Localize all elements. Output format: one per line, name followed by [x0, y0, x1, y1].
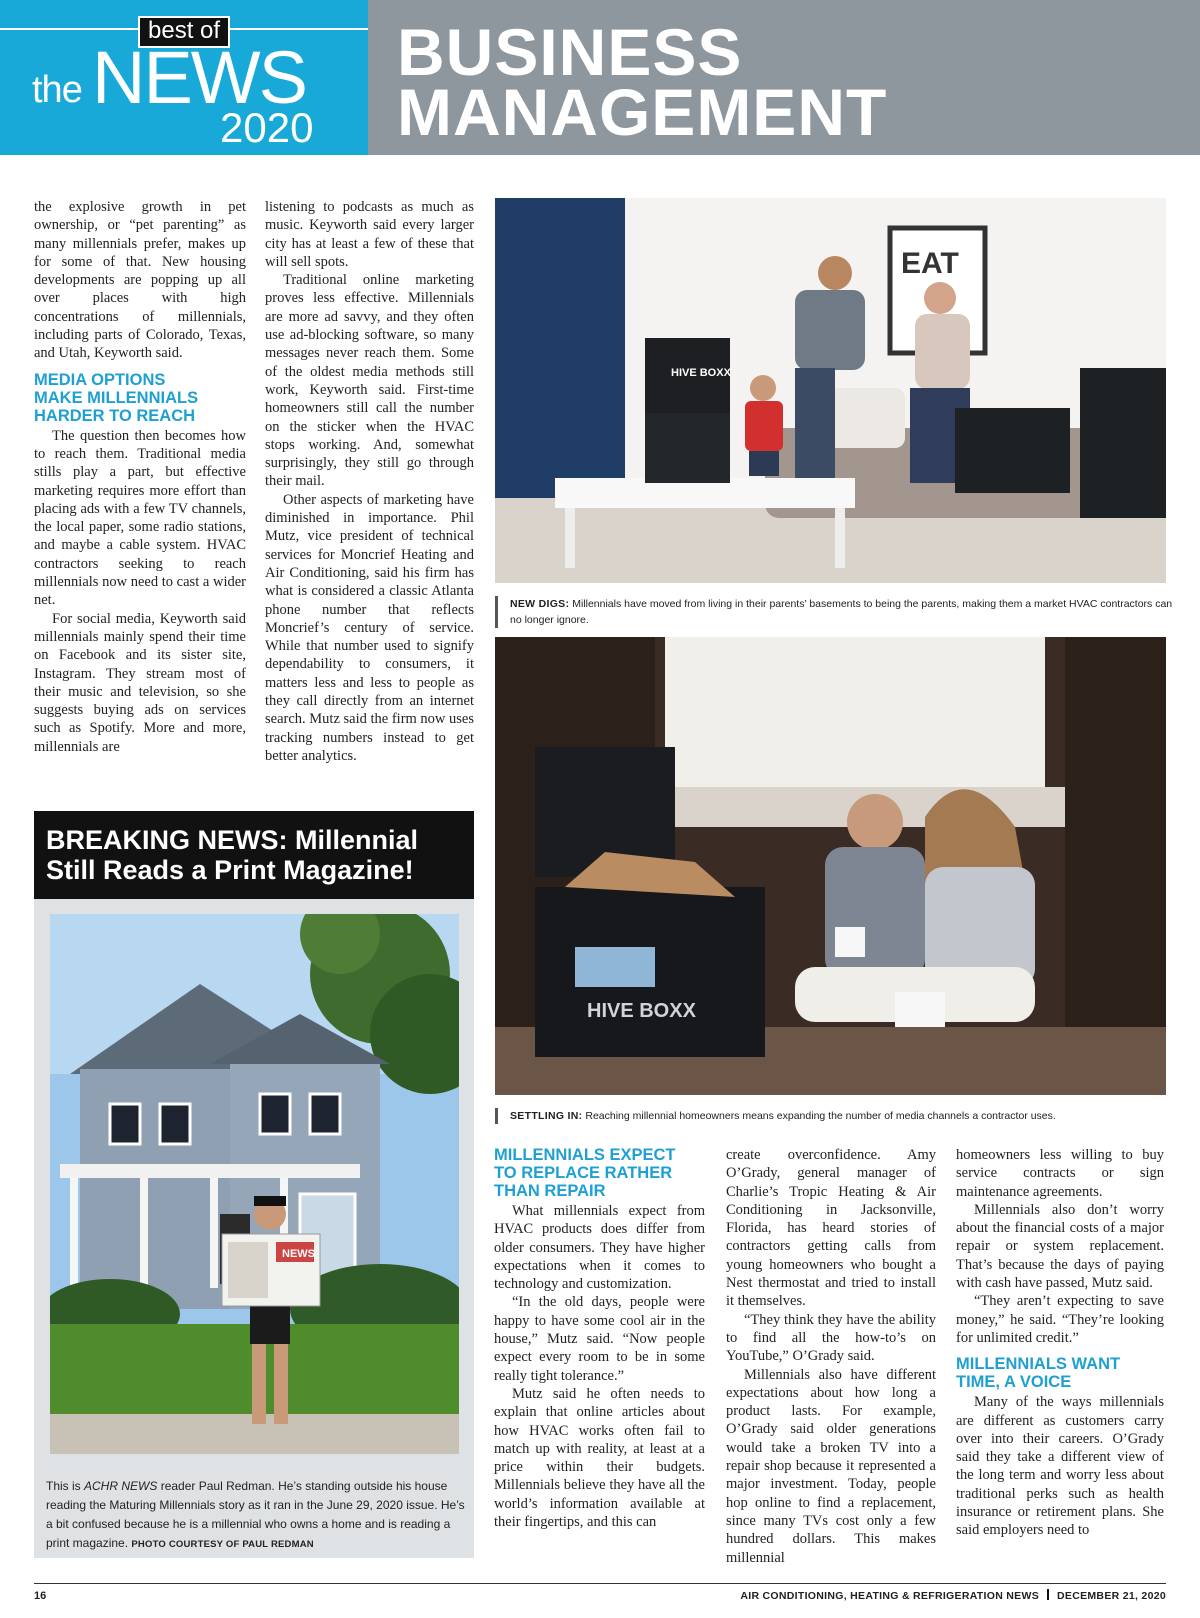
family-living-room-illustration	[495, 198, 1166, 583]
caption-text: This is	[46, 1479, 85, 1493]
paragraph: What millennials expect from HVAC products does differ from older consumers. They have higher expectations when it comes to technology and customization.	[494, 1203, 705, 1293]
paragraph: the explosive growth in pet ownership, or “pet parenting” as many millennials prefer, makes up for some of that. New housing developments are popping up all over places with high concentrations of millennials, including parts of Colorado, Texas, and Utah, Keyworth said.	[34, 199, 246, 362]
subheading-media-options: MEDIA OPTIONS MAKE MILLENNIALS HARDER TO REACH	[34, 370, 199, 425]
article-column-1	[34, 198, 246, 756]
caption-label: SETTLING IN:	[510, 1110, 583, 1122]
caption-text: Reaching millennial homeowners means expanding the number of media channels a contractor uses.	[582, 1110, 1056, 1122]
paragraph: “In the old days, people were happy to have some cool air in the house,” Mutz said. “Now people expect every room to be in some really tight tolerance.”	[494, 1294, 705, 1384]
photo-credit: PHOTO COURTESY OF PAUL REDMAN	[131, 1539, 314, 1550]
subheading-expect-replace: MILLENNIALS EXPECT TO REPLACE RATHER THAN REPAIR	[494, 1146, 676, 1200]
paragraph: homeowners less willing to buy service contracts or sign maintenance agreements.	[956, 1147, 1164, 1200]
reader-house-illustration	[50, 914, 459, 1454]
logo-best-of: best of	[138, 16, 230, 48]
caption-publication: ACHR NEWS	[84, 1479, 158, 1493]
paragraph: Mutz said he often needs to explain that online articles about how HVAC works often fail to match up with reality, at least at a price within their budgets. Millennials believe they have all the world’s information available at their fingertips, and this can	[494, 1385, 705, 1531]
paragraph: The question then becomes how to reach them. Traditional media stills play a part, but effective marketing requires more effort than placing ads with a few TV channels, the local paper, some radio stations, and maybe a cable system. HVAC contractors seeking to reach millennials now need to cast a wider net.	[34, 427, 246, 609]
paragraph: Other aspects of marketing have diminished in importance. Phil Mutz, vice president of technical services for Moncrief Heating and Air Conditioning, said his firm has what is considered a classic Atlanta phone number that reflects Moncrief’s century of service. While that number used to signify dependability to consumers, it matters less and less to people as they call directly from an internet search. Mutz said the firm now uses tracking numbers instead to get better analytics.	[265, 491, 474, 764]
issue-date: DECEMBER 21, 2020	[1057, 1590, 1166, 1602]
logo-the: the	[32, 69, 82, 111]
caption-text: reader Paul Redman. He’s standing outside his house reading the Maturing Millennials story as it ran in the June 29, 2020 issue. He’s a bit confused because he is a millennial who owns a home and is reading a print magazine.	[46, 1479, 465, 1550]
paragraph: “They aren’t expecting to save money,” he said. “They’re looking for unlimited credit.”	[956, 1293, 1164, 1346]
article-column-3	[494, 1146, 705, 1531]
couple-kitchen-illustration	[495, 637, 1166, 1095]
publication-name: AIR CONDITIONING, HEATING & REFRIGERATION NEWS	[740, 1590, 1040, 1602]
footer-publication-line	[600, 1589, 1166, 1603]
box-label: HIVE BOXX	[671, 367, 731, 379]
photo-new-digs	[495, 198, 1166, 583]
box-label: HIVE BOXX	[587, 1000, 696, 1022]
paragraph: Traditional online marketing proves less effective. Millennials are more ad savvy, and they often use ad-blocking software, so many messages never reach them. Some of the oldest media methods still work, Keyworth said. First-time homeowners still call the number on the sticker when the HVAC stops working. And, somewhat surprisingly, they still go through their mail.	[265, 272, 474, 490]
article-column-2	[265, 198, 474, 765]
caption-label: NEW DIGS:	[510, 598, 570, 610]
photo-settling-in	[495, 637, 1166, 1095]
reader-house-photo	[50, 914, 459, 1454]
logo-news: NEWS	[92, 36, 306, 119]
footer-separator	[1047, 1589, 1049, 1600]
section-title: BUSINESS MANAGEMENT	[397, 15, 888, 149]
photo-settling-in-caption	[495, 1108, 1182, 1124]
paragraph: “They think they have the ability to find all the how-to’s on YouTube,” O’Grady said.	[726, 1311, 936, 1365]
subheading-want-time: MILLENNIALS WANT TIME, A VOICE	[956, 1355, 1121, 1392]
page-number: 16	[34, 1590, 47, 1602]
paragraph: For social media, Keyworth said millennials mainly spend their time on Facebook and its sister site, Instagram. They stream most of their music and television, so she suggests buying ads on services such as Spotify. More and more, millennials are	[34, 610, 246, 755]
logo-year: 2020	[220, 104, 314, 151]
breaking-news-headline: BREAKING NEWS: Millennial Still Reads a Print Magazine!	[46, 825, 419, 885]
photo-new-digs-caption	[495, 596, 1182, 628]
paragraph: Millennials also don’t worry about the financial costs of a major repair or system replacement. That’s because the days of paying with cash have passed, Mutz said.	[956, 1201, 1164, 1292]
article-column-4	[726, 1146, 936, 1567]
paragraph: create overconfidence. Amy O’Grady, general manager of Charlie’s Tropic Heating & Air Conditioning in Jacksonville, Florida, has heard stories of contractors getting calls from young homeowners who bought a Nest thermostat and tried to install it themselves.	[726, 1147, 936, 1310]
eat-sign-text: EAT	[901, 247, 959, 280]
paragraph: Millennials also have different expectations about how long a product lasts. For example, O’Grady said older generations would take a broken TV into a repair shop because it represented a major investment. Today, people hop online to find a replacement, since many TVs cost only a few hundred dollars. This makes millennial	[726, 1366, 936, 1566]
newspaper-masthead: NEWS	[282, 1248, 315, 1260]
paragraph: Many of the ways millennials are different as customers carry over into their careers. O’Grady said they take a different view of the long term and worry less about traditional perks such as health insurance or retirement plans. She said employers need to	[956, 1394, 1164, 1539]
footer-rule	[34, 1583, 1166, 1584]
caption-text: Millennials have moved from living in their parents’ basements to being the parents, making them a market HVAC contractors can no longer ignore.	[510, 598, 1173, 626]
paragraph: listening to podcasts as much as music. Keyworth said every larger city has at least a few of these that will sell spots.	[265, 199, 474, 270]
reader-photo-caption	[46, 1477, 466, 1554]
article-column-5	[956, 1146, 1164, 1540]
